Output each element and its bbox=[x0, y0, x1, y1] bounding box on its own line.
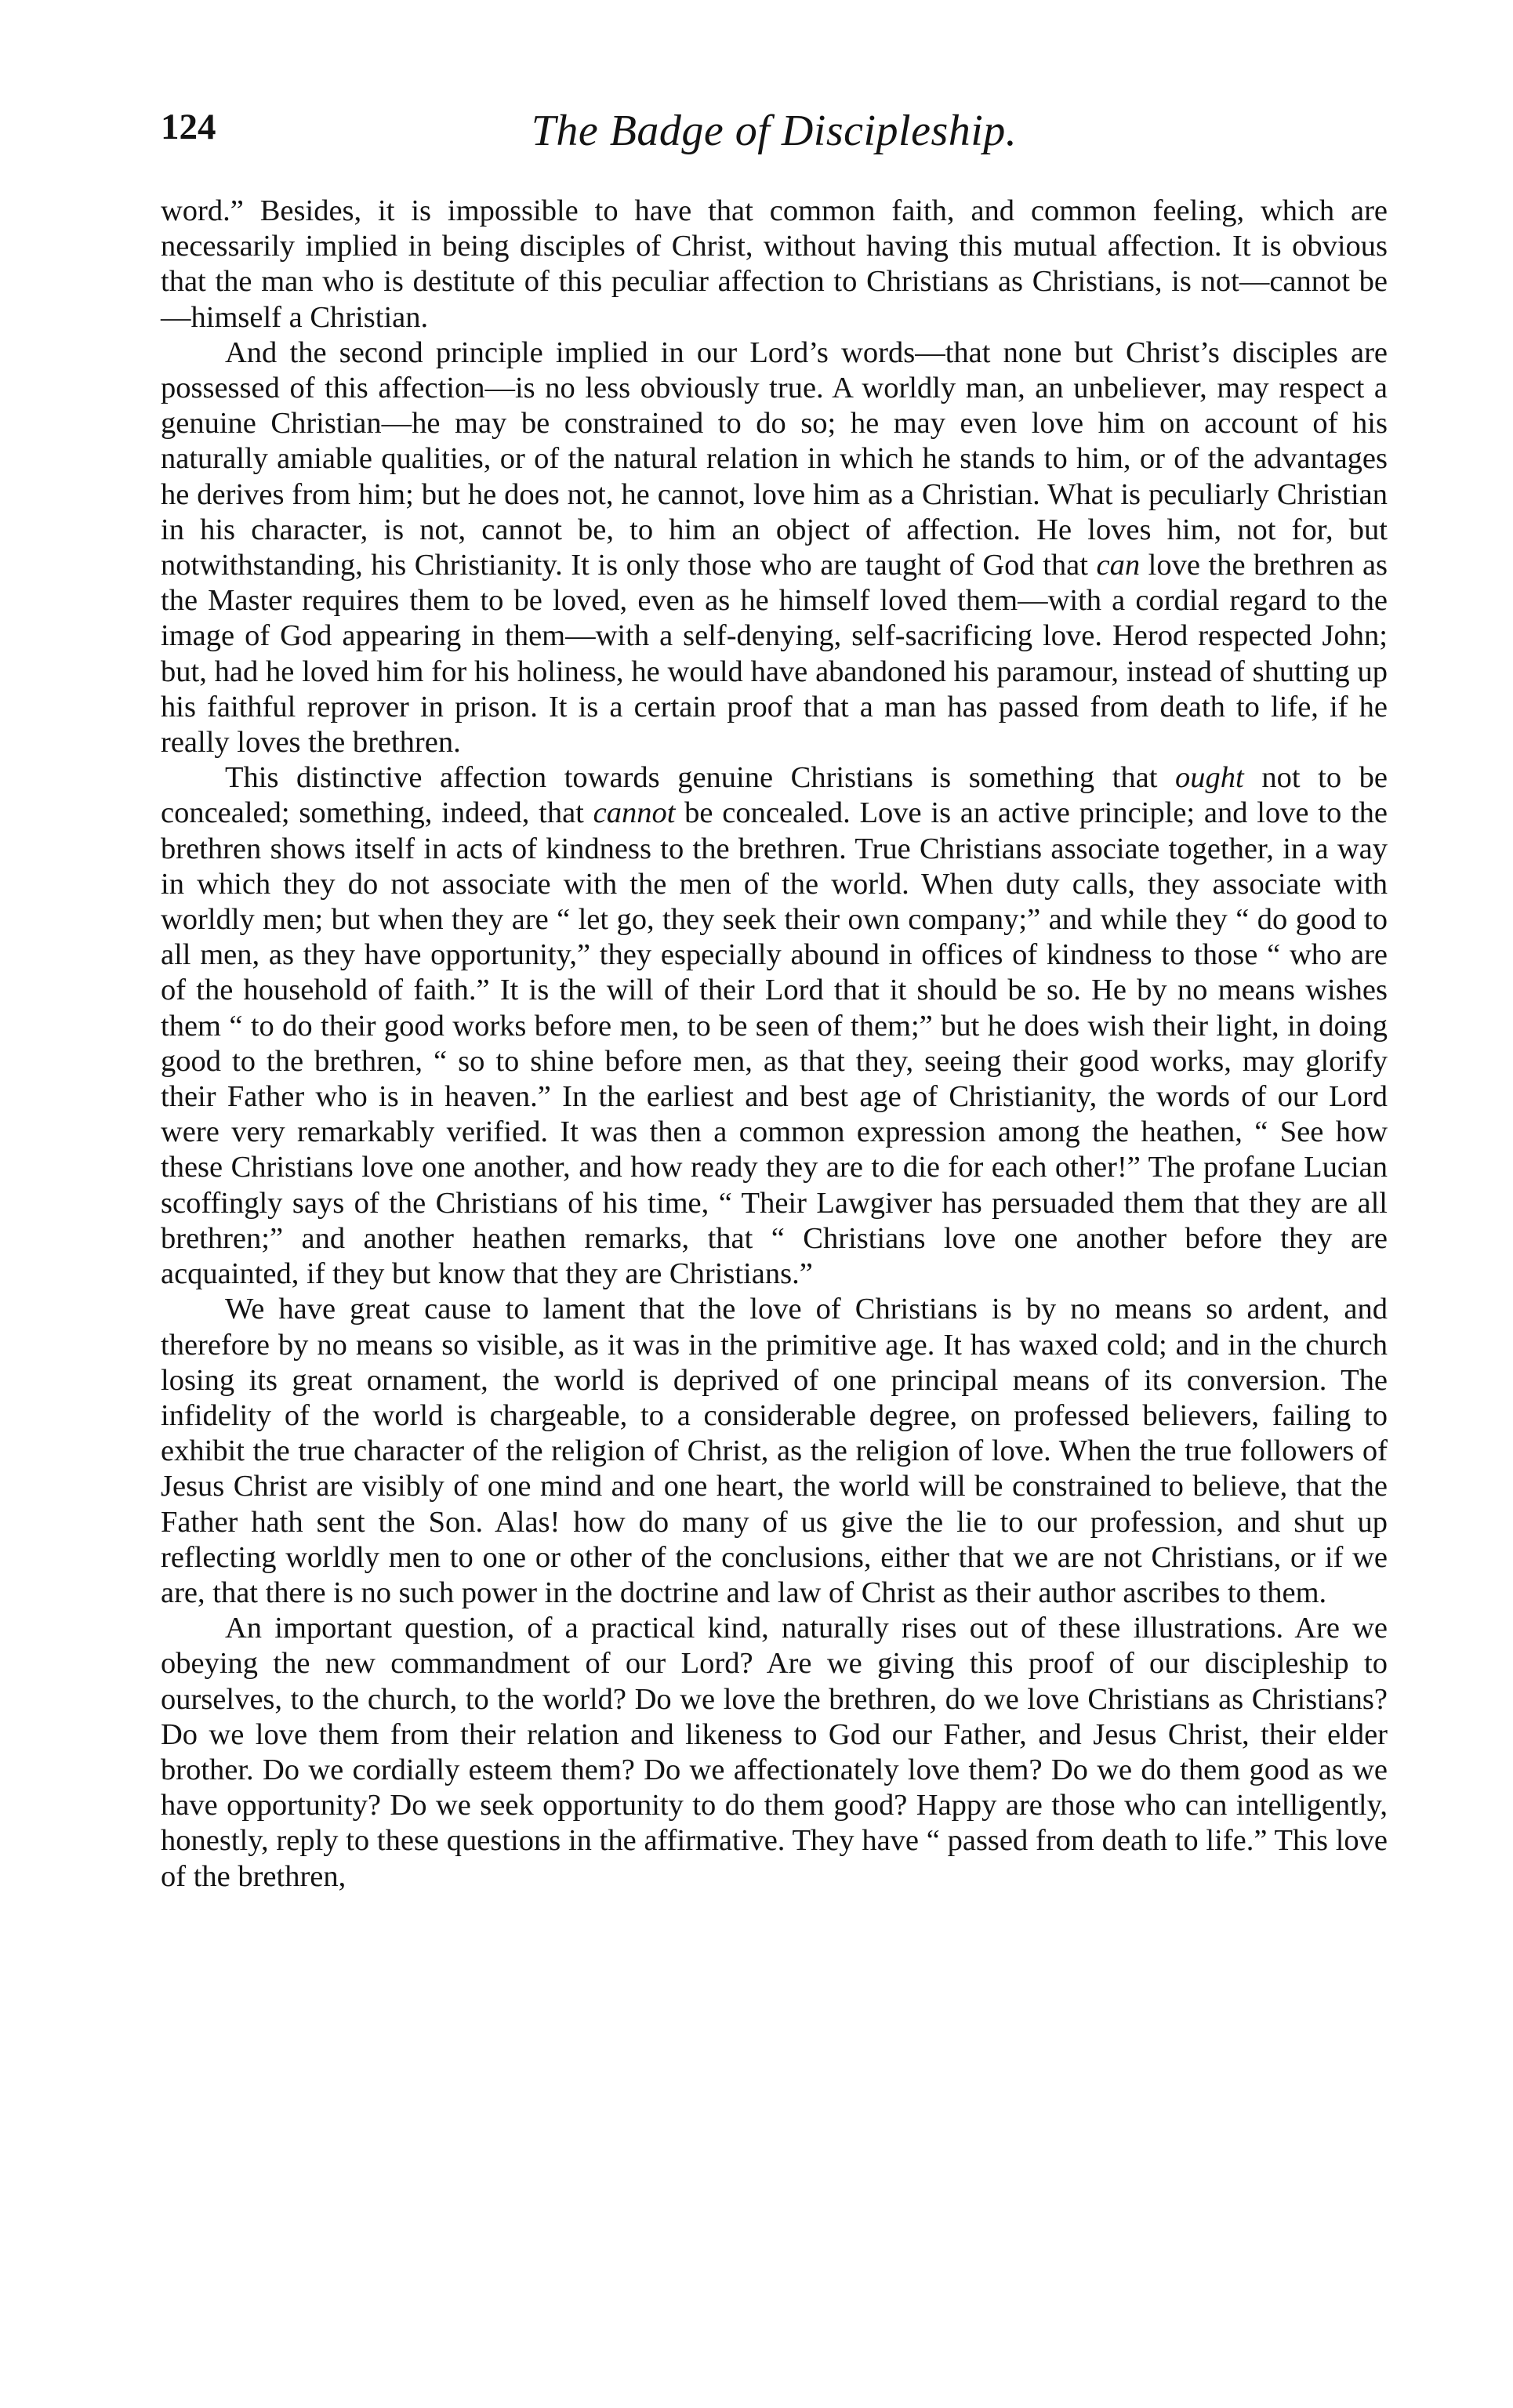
paragraph bbox=[161, 760, 1388, 1292]
paragraph-text: An important question, of a practical kind, naturally rises out of these illustrations. Are we obeying the new commandment of our Lord? Are we giving this proof of our discipleship to ourselves, to the church, to the world? Do we love the brethren, do we love Christians as Christians? Do we love them from their relation and likeness to God our Father, and Jesus Christ, their elder brother. Do we cordially esteem them? Do we affectionately love them? Do we do them good as we have opportunity? Do we seek opportunity to do them good? Happy are those who can intelligently, honestly, reply to these questions in the affirmative. They have “ passed from death to life.” This love of the brethren, bbox=[161, 1612, 1388, 1893]
paragraph-text: This distinctive affection towards genuine Christians is something that bbox=[225, 761, 1176, 795]
italic-text: ought bbox=[1175, 761, 1244, 795]
italic-text: can bbox=[1096, 549, 1141, 582]
paragraph bbox=[161, 1292, 1388, 1611]
page-number: 124 bbox=[161, 107, 216, 147]
paragraph bbox=[161, 1611, 1388, 1895]
italic-text: cannot bbox=[593, 796, 676, 830]
paragraph bbox=[161, 194, 1388, 335]
paragraph-text: We have great cause to lament that the love of Christians is by no means so ardent, and therefore by no means so visible, as it was in the primitive age. It has waxed cold; and in the church losing its great ornament, the world is deprived of one principal means of its conversion. The infidelity of the world is chargeable, to a considerable degree, on professed believers, failing to exhibit the true character of the religion of Christ, as the religion of love. When the true followers of Jesus Christ are visibly of one mind and one heart, the world will be constrained to believe, that the Father hath sent the Son. Alas! how do many of us give the lie to our profession, and shut up reflecting worldly men to one or other of the conclusions, either that we are not Christians, or if we are, that there is no such power in the doctrine and law of Christ as their author ascribes to them. bbox=[161, 1293, 1388, 1609]
paragraph-text: not to be concealed; something, indeed, that bbox=[161, 761, 1388, 830]
paragraph-text: word.” Besides, it is impossible to have that common faith, and common feeling, which are necessarily implied in being disciples of Christ, without having this mutual affection. It is obvious that the man who is destitute of this peculiar affection to Christians as Christians, is not—cannot be—himself a Christian. bbox=[161, 194, 1388, 334]
paragraph-text: And the second principle implied in our Lord’s words—that none but Christ’s disciples are possessed of this affection—is no less obviously true. A worldly man, an unbeliever, may respect a genuine Christian—he may be constrained to do so; he may even love him on account of his naturally amiable qualities, or of the natural relation in which he stands to him, or of the advantages he derives from him; but he does not, he cannot, love him as a Christian. What is peculiarly Christian in his character, is not, cannot be, to him an object of affection. He loves him, not for, but notwithstanding, his Christianity. It is only those who are taught of God that bbox=[161, 335, 1388, 582]
paragraph-text: be concealed. Love is an active principle; and love to the brethren shows itself in acts of kindness to the brethren. True Christians associate together, in a way in which they do not associate with the men of the world. When duty calls, they associate with worldly men; but when they are “ let go, they seek their own company;” and while they “ do good to all men, as they have opportunity,” they especially abound in offices of kindness to those “ who are of the household of faith.” It is the will of their Lord that it should be so. He by no means wishes them “ to do their good works before men, to be seen of them;” but he does wish their light, in doing good to the brethren, “ so to shine before men, as that they, seeing their good works, may glorify their Father who is in heaven.” In the earliest and best age of Christianity, the words of our Lord were very remarkably verified. It was then a common expression among the heathen, “ See how these Christians love one another, and how ready they are to die for each other!” The profane Lucian scoffingly says of the Christians of his time, “ Their Lawgiver has persuaded them that they are all brethren;” and another heathen remarks, that “ Christians love one another before they are acquainted, if they but know that they are Christians.” bbox=[161, 796, 1388, 1291]
paragraph bbox=[161, 335, 1388, 760]
page-header bbox=[161, 106, 1388, 194]
page-body bbox=[161, 194, 1388, 1895]
paragraph-text: love the brethren as the Master requires them to be loved, even as he himself loved them—with a cordial regard to the image of God appearing in them—with a self-denying, self-sacrificing love. Herod respected John; but, had he loved him for his holiness, he would have abandoned his paramour, instead of shutting up his faithful reprover in prison. It is a certain proof that a man has passed from death to life, if he really loves the brethren. bbox=[161, 549, 1388, 760]
running-title: The Badge of Discipleship. bbox=[531, 107, 1018, 155]
